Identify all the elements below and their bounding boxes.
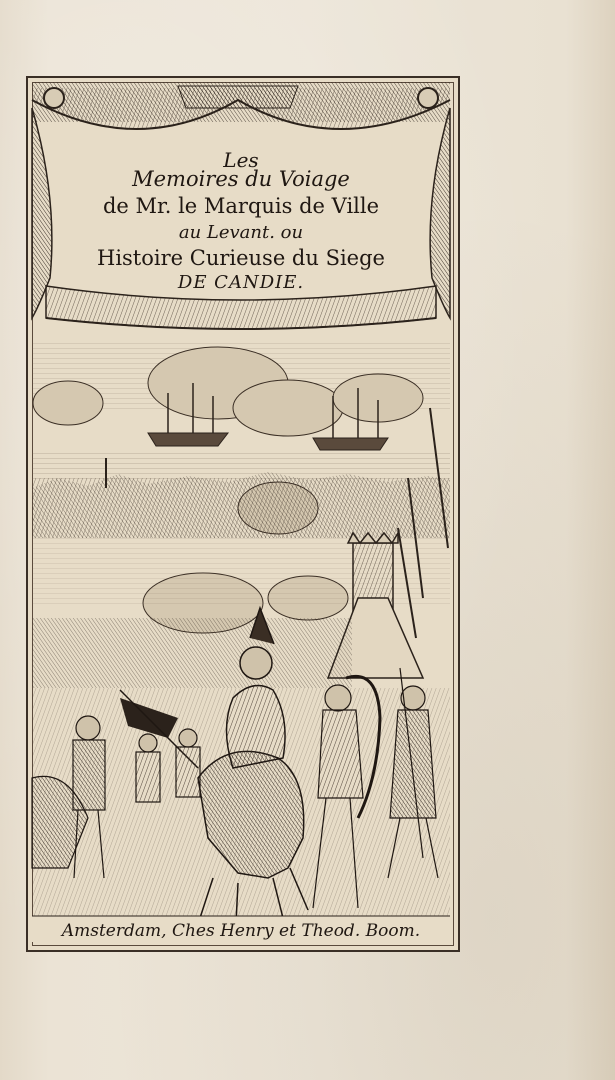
publisher-imprint: Amsterdam, Ches Henry et Theod. Boom. <box>61 921 421 941</box>
title-line-6: DE CANDIE. <box>177 272 305 293</box>
sea <box>32 450 450 480</box>
title-line-5: Histoire Curieuse du Siege <box>97 246 385 270</box>
engraved-frontispiece <box>26 76 460 952</box>
title-line-3: de Mr. le Marquis de Ville <box>102 194 380 218</box>
title-line-1: Les <box>223 148 259 172</box>
title-line-2: Memoires du Voiage <box>132 167 350 191</box>
troop-melee <box>32 618 352 688</box>
title-line-4: au Levant. ou <box>178 222 304 243</box>
